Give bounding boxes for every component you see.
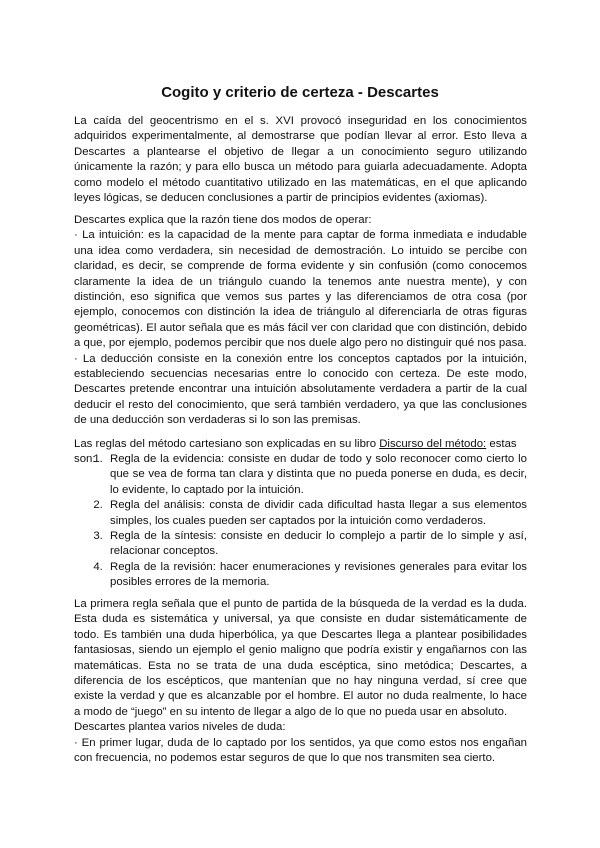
page-title: Cogito y criterio de certeza - Descartes — [161, 84, 439, 101]
rule-item-analisis: 2. Regla del análisis: consta de dividir cada dificultad hasta llegar a sus elementos simples, los cuales pueden ser captados por la intuición como verdaderos. — [106, 498, 527, 529]
duda-section — [74, 597, 527, 766]
duda-paragraph: La primera regla señala que el punto de partida de la búsqueda de la verdad es la duda. Esta duda es sistemática y universal, ya que consiste en dudar sistemáticamente de todo. Es también una duda hiperbólica, ya que Descartes llega a plantear posibilidades fantasiosas, siendo un ejemplo el genio maligno que podría existir y engañarnos con las matemáticas. Esta no se trata de una duda escéptica, sino metódica; Descartes, a diferencia de los escépticos, que mantenían que no hay ninguna verdad, sí cree que existe la verdad y que es alcanzable por el hombre. El autor no duda realmente, lo hace a modo de “juego” en su intento de llegar a algo de lo que no pueda usar en absoluto. — [74, 598, 527, 718]
rules-intro-end: estas son: — [74, 438, 517, 466]
sentidos-paragraph: · En primer lugar, duda de lo captado por los sentidos, ya que como estos nos engañan con frecuencia, no podemos estar seguros de que lo que nos transmiten sea cierto. — [74, 736, 527, 765]
rule-item-revision: 4. Regla de la revisión: hacer enumeraciones y revisiones generales para evitar los posibles errores de la memoria. — [106, 560, 527, 591]
rules-intro-text: Las reglas del método cartesiano son explicadas en su libro — [74, 438, 380, 450]
intuicion-paragraph: · La intuición: es la capacidad de la mente para captar de forma inmediata e indudable una idea como verdadera, sin necesidad de demostración. Lo intuido se percibe con claridad, es decir, se comprende de forma evidente y sin confusión (como conocemos claramente la idea de un triángulo cuando la tenemos ante nuestra mente), y con distinción, eso significa que vemos sus partes y las diferenciamos de otra cosa (por ejemplo, conocemos con distinción la idea de triángulo al diferenciarla de otras figuras geométricas). El autor señala que es más fácil ver con claridad que con distinción, debido a que, por ejemplo, podemos percibir que nos duele algo pero no distinguir qué nos pasa. — [74, 229, 527, 350]
rules-list — [74, 452, 527, 591]
deduccion-paragraph: · La deducción consiste en la conexión entre los conceptos captados por la intuición, estableciendo secuencias necesarias entre lo conocido con certeza. De este modo, Descartes pretende encontrar una intuición absolutamente verdadera a partir de la cual deducir el resto del conocimiento, que será también verdadero, ya que las conclusiones de una deducción son verdaderas si lo son las premisas. — [74, 352, 527, 427]
rule-item-sintesis: 3. Regla de la síntesis: consiste en deducir lo complejo a partir de lo simple y así, relacionar conceptos. — [106, 529, 527, 560]
modes-intro: Descartes explica que la razón tiene dos modos de operar: — [74, 214, 372, 226]
modes-section — [74, 213, 527, 429]
rule-item-evidencia: 1. Regla de la evidencia: consiste en dudar de todo y solo reconocer como cierto lo que se vea de forma tan clara y distinta que no pueda ponerse en duda, es decir, lo evidente, lo captado por la intuición. — [106, 452, 527, 498]
niveles-duda-intro: Descartes plantea varios niveles de duda: — [74, 721, 286, 734]
intro-paragraph: La caída del geocentrismo en el s. XVI provocó inseguridad en los conocimientos adquiridos experimentalmente, al demostrarse que podían llevar al error. Esto lleva a Descartes a plantearse el objetivo de llegar a un conocimiento seguro utilizando únicamente la razón; y para ello busca un método para guiarla adecuadamente. Adopta como modelo el método cuantitativo utilizado en las matemáticas, en el que aplicando leyes lógicas, se deducen conclusiones a partir de principios evidentes (axiomas). — [74, 115, 527, 205]
book-title: Discurso del método: — [379, 438, 487, 450]
